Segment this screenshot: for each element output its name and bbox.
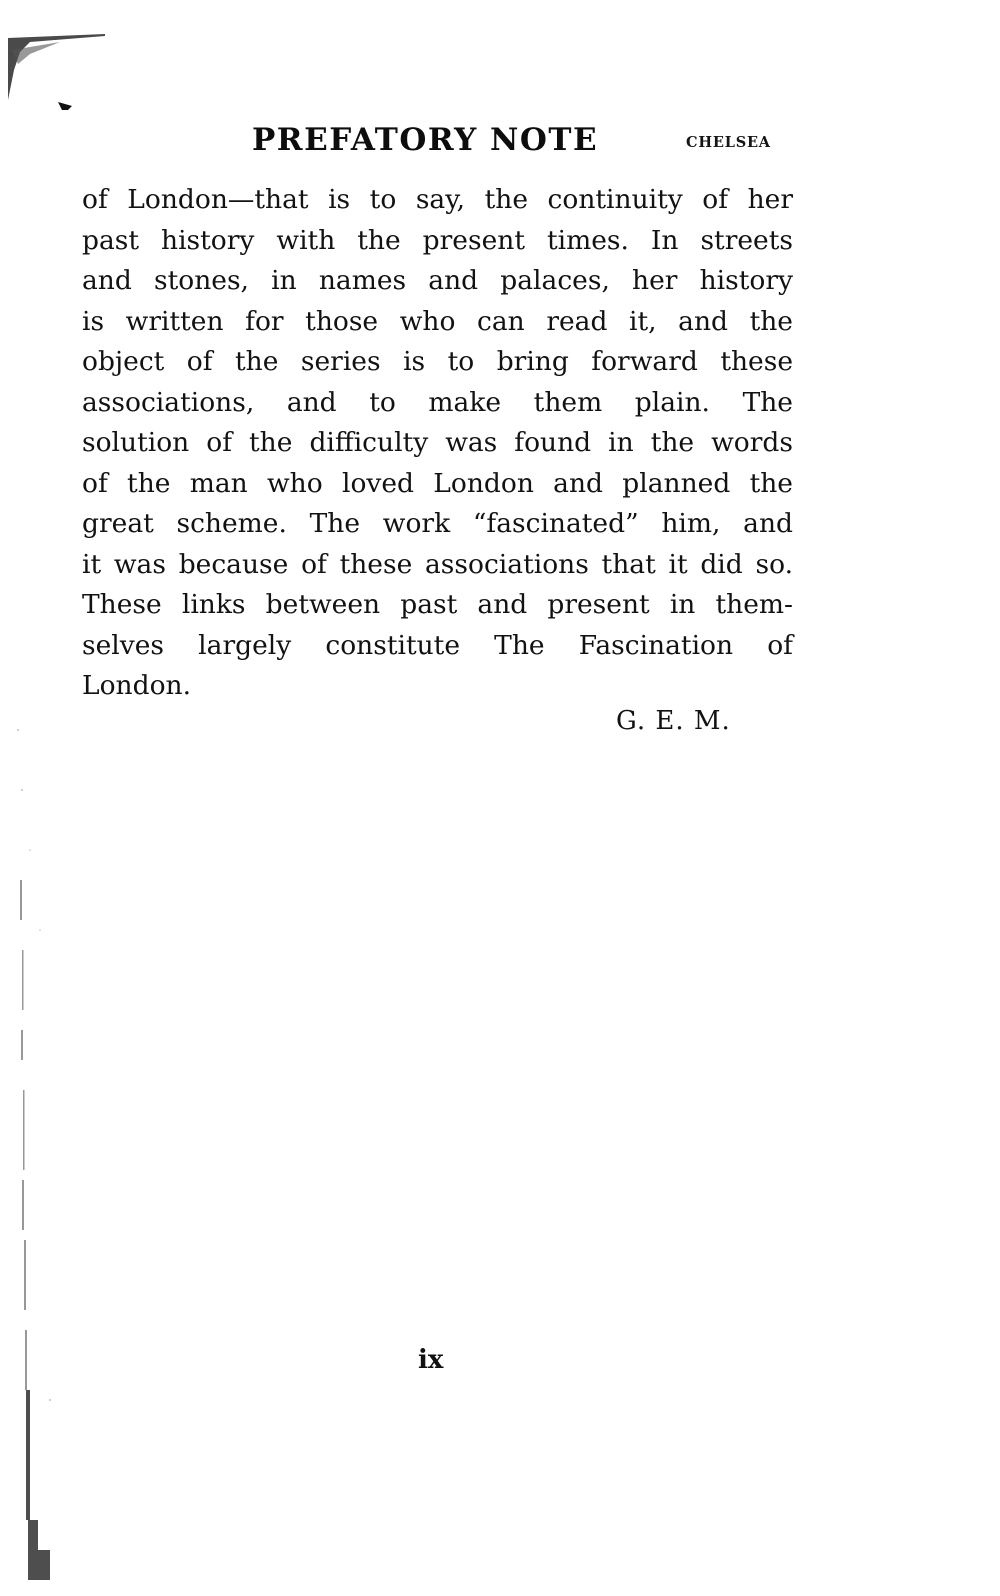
text-line: is written for those who can read it, and the	[82, 305, 793, 337]
text-line: London.	[82, 670, 192, 701]
running-section: CHELSEA	[686, 134, 771, 151]
text-line: of London—that is to say, the continuity of her	[82, 184, 793, 215]
scan-binding-edge	[0, 30, 60, 1590]
running-title: PREFATORY NOTE	[252, 122, 599, 158]
author-initials: G. E. M.	[616, 706, 731, 736]
text-line: of the man who loved London and planned the	[82, 467, 793, 499]
text-line: object of the series is to bring forward these	[82, 346, 793, 377]
text-line: selves largely constitute The Fascination of	[82, 629, 793, 661]
running-header	[0, 122, 1000, 162]
text-line: These links between past and present in them-	[82, 589, 793, 620]
text-line: and stones, in names and palaces, her history	[82, 265, 793, 296]
page-number: ix	[418, 1345, 444, 1375]
body-paragraph	[82, 180, 793, 707]
text-line: it was because of these associations that it did so.	[82, 548, 793, 580]
text-line: past history with the present times. In streets	[82, 224, 793, 256]
text-line: great scheme. The work “fascinated” him, and	[82, 508, 793, 539]
text-line: associations, and to make them plain. The	[82, 386, 793, 418]
text-line: solution of the difficulty was found in the words	[82, 427, 793, 458]
